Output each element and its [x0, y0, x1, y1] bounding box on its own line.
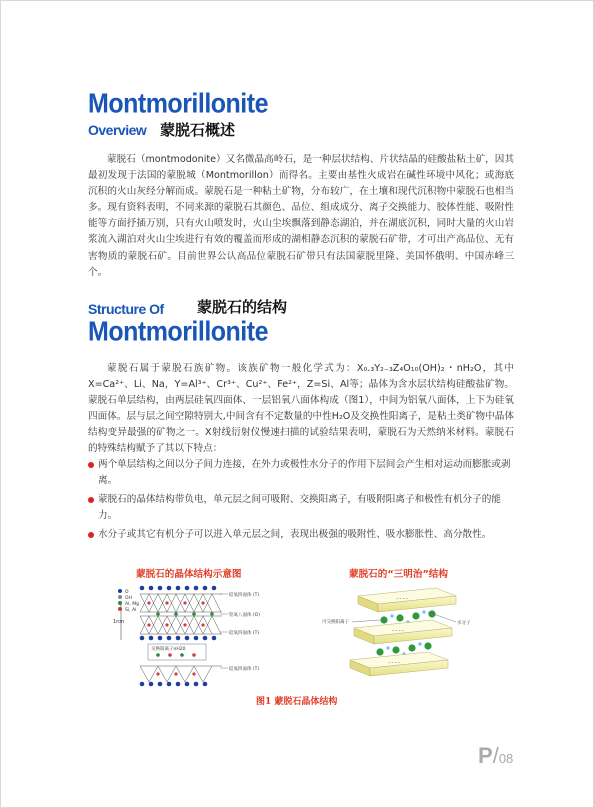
top-atom-row — [140, 586, 217, 591]
section1-title-en: Montmorillonite — [88, 88, 268, 120]
section1-paragraph — [88, 152, 514, 281]
mid-atom-row — [140, 636, 217, 641]
bullet-dot-icon — [88, 462, 94, 468]
sandwich-layer-bottom — [350, 652, 448, 676]
label-exchange-ions: 可交换阳离子 — [322, 620, 349, 625]
bullet-text: 蒙脱石的晶体结构带负电，单元层之间可吸附、交换阳离子，有吸附阳离子和极性有机分子的能力。 — [98, 494, 501, 522]
section2-title-small-en: Structure Of — [88, 301, 164, 317]
interlayer-label: 交换阳离子nH20 — [151, 647, 186, 652]
bullet-dot-icon — [88, 532, 94, 538]
layer-labels — [220, 591, 260, 672]
legend-si-al: Si, Al — [125, 608, 137, 613]
section1-subtitle-cn: 蒙脱石概述 — [160, 121, 236, 139]
page-number-value: 08 — [498, 751, 514, 766]
legend-oh: OH — [125, 596, 132, 601]
label-tetra-top: 硅氧四面体 (T) — [229, 593, 260, 598]
feature-list — [88, 457, 514, 546]
crystal-structure-diagram — [112, 582, 282, 687]
section1-subtitle-en: Overview — [88, 122, 147, 138]
label-water: 水分子 — [457, 621, 471, 626]
list-item — [88, 492, 514, 524]
bullet-text: 水分子或其它有机分子可以进入单元层之间，表现出极强的吸附性、吸水膨胀性、高分散性。 — [98, 529, 492, 541]
figure-left-title: 蒙脱石的晶体结构示意图 — [136, 569, 242, 580]
bottom-atom-row — [140, 682, 208, 687]
section2-paragraph — [88, 361, 514, 458]
figure-right-title: 蒙脱石的“三明治”结构 — [349, 569, 448, 580]
exchange-leader — [352, 620, 380, 622]
structure-text: 蒙脱石属于蒙脱石族矿物。该族矿物一般化学式为：X₀.₃Y₂₋₃Z₄O₁₀(OH)₂・nH₂O，其中X=Ca²⁺、Li、Na，Y=Al³⁺、Cr³⁺、Cu²⁺、Fe²⁺，Z=Si、Al等；晶体为含水层状结构硅酸盐矿物。蒙脱石单层结构，由两层硅氧四面体、一层铝氧八面体构成（图1），中间为铝氧八面体，上下为硅氧四面体。层与层之间空隙特别大,中间含有不定数量的中性H₂O及交换性阳离子，是粘土类矿物中晶体结构变异最强的矿物之一。X射线衍射仪慢速扫描的试验结果表明，蒙脱石为天然纳米材料。蒙脱石的特殊结构赋予了其以下特点： — [88, 363, 514, 455]
page-number-slash: / — [492, 743, 499, 768]
scale-label: 1nm — [113, 619, 125, 625]
label-tetra-next: 硅氧四面体 (T) — [229, 667, 260, 672]
section2-title-cn: 蒙脱石的结构 — [197, 298, 288, 316]
list-item — [88, 527, 514, 543]
sandwich-layer-top — [358, 588, 456, 612]
sandwich-layer-middle — [354, 620, 452, 644]
overview-text: 蒙脱石（montmodonite）又名微晶高岭石，是一种层状结构、片状结晶的硅酸盐粘土矿，因其最初发现于法国的蒙脱城（Montmorillon）而得名。主要由基性火成岩在碱性环境中风化；或海底沉积的火山灰经分解而成。蒙脱石是一种粘土矿物，分布较广，在土壤和现代沉积物中蒙脱石也相当多。现有资料表明，不同来源的蒙脱石其颜色、品位、组成成分、离子交换能力、胶体性能、吸附性能等方面抒插万别，只有火山喷发时，火山尘埃飘落到静态湖泊，并在湖底沉积，同时大量的火山岩浆流入湖泊对火山尘埃进行有效的覆盖而形成的湖相静态沉积的蒙脱石矿带，才可出产高品位、无有害物质的蒙脱石矿。目前世界公认高品位蒙脱石矿带只有法国蒙脱里隆、美国怀俄明、中国赤峰三个。 — [88, 154, 514, 278]
bullet-dot-icon — [88, 497, 94, 503]
page-number — [478, 743, 513, 769]
svg-text:- - - -: - - - - — [388, 660, 400, 666]
legend-o: O — [125, 590, 129, 595]
svg-text:- - - -: - - - - — [396, 596, 408, 602]
figure-caption: 图1 蒙脱石晶体结构 — [256, 697, 338, 707]
svg-text:- - - -: - - - - — [392, 628, 404, 634]
section2-title-en: Montmorillonite — [88, 316, 268, 348]
sandwich-structure-diagram — [318, 582, 488, 682]
list-item — [88, 457, 514, 489]
bullet-text: 两个单层结构之间以分子间力连接，在外力或极性水分子的作用下层间会产生相对运动而膨胀或剥离。 — [98, 459, 511, 487]
legend-al-mg: Al, Mg — [125, 602, 139, 607]
label-tetra-bottom: 硅氧四面体 (T) — [229, 631, 260, 636]
page-number-p: P — [478, 743, 493, 768]
label-octa: 铝氧八面体 (O) — [229, 613, 260, 618]
